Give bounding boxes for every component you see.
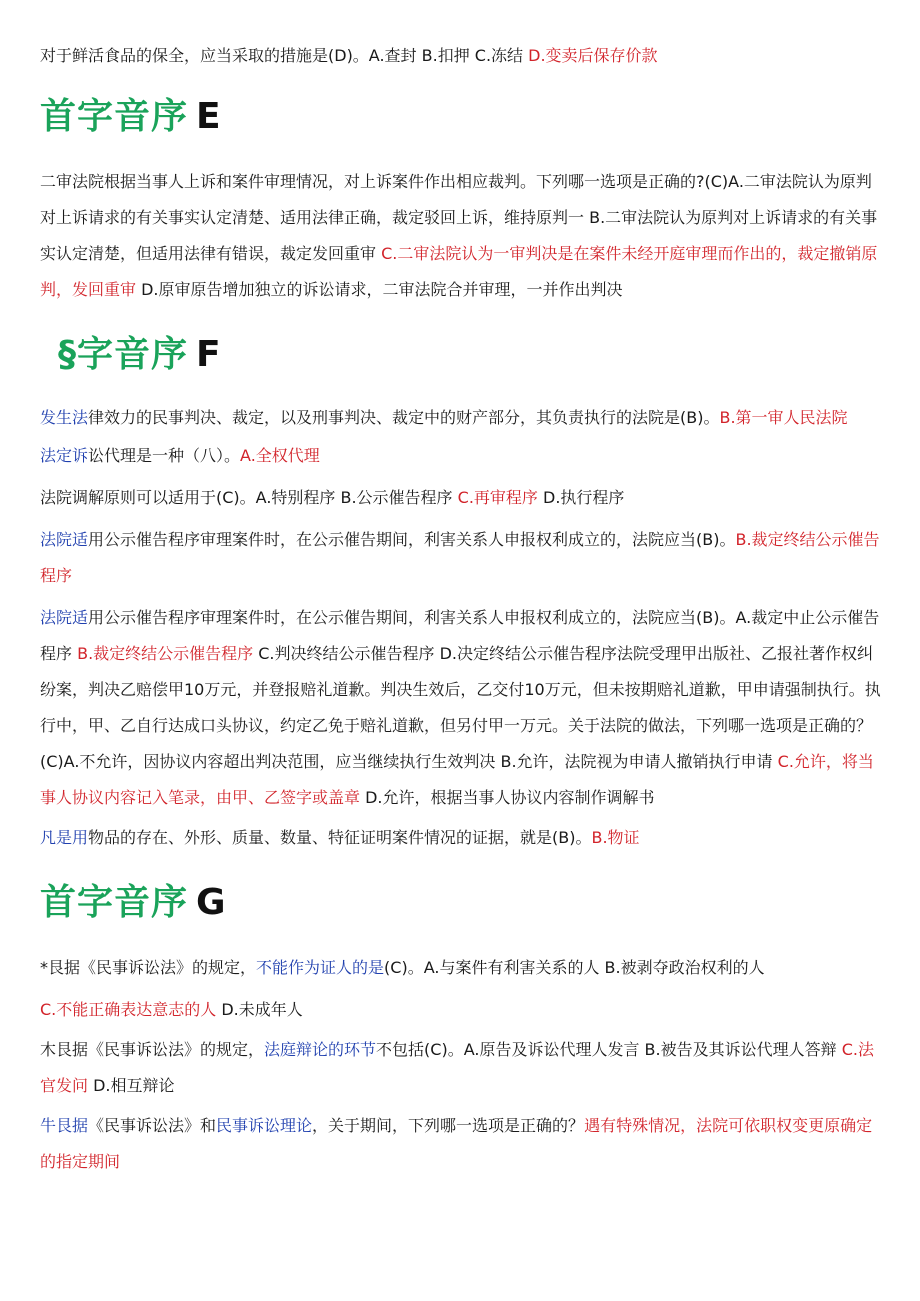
highlight-text: 民事诉讼理论 bbox=[216, 1116, 313, 1135]
section-heading-g bbox=[40, 868, 885, 938]
answer-text: C.再审程序 bbox=[457, 488, 538, 507]
question-text: 用公示催告程序审理案件时，在公示催告期间，利害关系人申报权利成立的，法院应当(B)。A.裁定中止公示催告程序 bbox=[40, 608, 880, 663]
question-text: 二审法院根据当事人上诉和案件审理情况，对上诉案件作出相应裁判。下列哪一选项是正确的?(C)A.二审法院认为原判对上诉请求的有关事实认定清楚、适用法律正确，裁定驳回上诉，维持原判一 B.二审法院认为原判对上诉请求的有关事实认定清楚，但适用法律有错误，裁定发回重审 bbox=[40, 172, 878, 263]
question-enforcement-court bbox=[40, 400, 885, 436]
answer-text: C.法官发问 bbox=[40, 1040, 874, 1095]
heading-letter: E bbox=[196, 96, 222, 137]
highlight-text: 法庭辩论的环节 bbox=[264, 1040, 377, 1059]
answer-text: D.变卖后保存价款 bbox=[528, 46, 658, 65]
question-text-tail: D.未成年人 bbox=[216, 1000, 303, 1019]
answer-text: A.全权代理 bbox=[240, 446, 320, 465]
question-text: 讼代理是一种（八）。 bbox=[88, 446, 241, 465]
question-public-notice-2 bbox=[40, 600, 885, 816]
question-time-period bbox=[40, 1108, 885, 1180]
question-text-tail: D.允许，根据当事人协议内容制作调解书 bbox=[360, 788, 655, 807]
question-text: 《民事诉讼法》和 bbox=[88, 1116, 217, 1135]
section-heading-f bbox=[40, 320, 885, 390]
answer-text: B.裁定终结公示催告程序 bbox=[40, 530, 880, 585]
question-text: 木艮据《民事诉讼法》的规定， bbox=[40, 1040, 265, 1059]
question-text-tail: (C)。A.与案件有利害关系的人 B.被剥夺政治权利的人 bbox=[384, 958, 765, 977]
question-second-instance bbox=[40, 164, 885, 308]
question-text: 法院调解原则可以适用于(C)。A.特别程序 B.公示催告程序 bbox=[40, 488, 458, 507]
lead-text: 凡是用 bbox=[40, 828, 89, 847]
question-fresh-food-preservation bbox=[40, 38, 885, 74]
question-text: 物品的存在、外形、质量、数量、特征证明案件情况的证据，就是(B)。 bbox=[88, 828, 592, 847]
question-text: 对于鲜活食品的保全，应当采取的措施是(D)。A.查封 B.扣押 C.冻结 bbox=[40, 46, 529, 65]
question-text-middle: 不包括(C)。A.原告及诉讼代理人发言 B.被告及其诉讼代理人答辩 bbox=[376, 1040, 842, 1059]
answer-text: B.裁定终结公示催告程序 bbox=[77, 644, 254, 663]
highlight-text: 不能作为证人的是 bbox=[256, 958, 385, 977]
question-witness-options bbox=[40, 992, 885, 1028]
heading-title: 首字音序 bbox=[40, 882, 189, 923]
heading-title: 首字音序 bbox=[40, 96, 189, 137]
question-text-tail: D.相互辩论 bbox=[88, 1076, 175, 1095]
lead-text: 发生法 bbox=[40, 408, 89, 427]
question-text-tail: D.原审原告增加独立的诉讼请求，二审法院合并审理，一并作出判决 bbox=[136, 280, 623, 299]
question-court-debate bbox=[40, 1032, 885, 1104]
question-mediation-principle bbox=[40, 480, 885, 516]
question-text: 律效力的民事判决、裁定，以及刑事判决、裁定中的财产部分，其负责执行的法院是(B)。 bbox=[88, 408, 720, 427]
heading-title: §字音序 bbox=[58, 334, 189, 375]
question-text: 用公示催告程序审理案件时，在公示催告期间，利害关系人申报权利成立的，法院应当(B)。 bbox=[88, 530, 736, 549]
answer-text-2: C.允许，将当事人协议内容记入笔录，由甲、乙签字或盖章 bbox=[40, 752, 874, 807]
answer-text: B.物证 bbox=[591, 828, 640, 847]
lead-text: 牛艮据 bbox=[40, 1116, 89, 1135]
question-text-middle: ，关于期间，下列哪一选项是正确的？ bbox=[312, 1116, 585, 1135]
question-public-notice-1 bbox=[40, 522, 885, 594]
lead-text: 法定诉 bbox=[40, 446, 89, 465]
question-text-middle: C.判决终结公示催告程序 D.决定终结公示催告程序法院受理甲出版社、乙报社著作权纠纷案，判决乙赔偿甲10万元，并登报赔礼道歉。判决生效后，乙交付10万元，但未按期赔礼道歉，甲申请强制执行。执行中，甲、乙自行达成口头协议，约定乙免于赔礼道歉，但另付甲一万元。关于法院的做法，下列哪一选项是正确的？(C)A.不允许，因协议内容超出判决范围，应当继续执行生效判决 B.允许，法院视为申请人撤销执行申请 bbox=[40, 644, 881, 771]
question-text-tail: D.执行程序 bbox=[537, 488, 625, 507]
question-witness bbox=[40, 950, 885, 986]
lead-text: 法院适 bbox=[40, 608, 89, 627]
answer-text: C.二审法院认为一审判决是在案件未经开庭审理而作出的，裁定撤销原判，发回重审 bbox=[40, 244, 878, 299]
question-text: *艮据《民事诉讼法》的规定， bbox=[40, 958, 257, 977]
section-heading-e bbox=[40, 82, 885, 152]
heading-letter: F bbox=[196, 334, 222, 375]
answer-text: C.不能正确表达意志的人 bbox=[40, 1000, 217, 1019]
answer-text: 遇有特殊情况，法院可依职权变更原确定的指定期间 bbox=[40, 1116, 873, 1171]
question-physical-evidence bbox=[40, 820, 885, 856]
heading-letter: G bbox=[196, 882, 227, 923]
document-body bbox=[40, 38, 885, 1180]
question-statutory-agency bbox=[40, 438, 885, 474]
answer-text: B.第一审人民法院 bbox=[719, 408, 848, 427]
lead-text: 法院适 bbox=[40, 530, 89, 549]
